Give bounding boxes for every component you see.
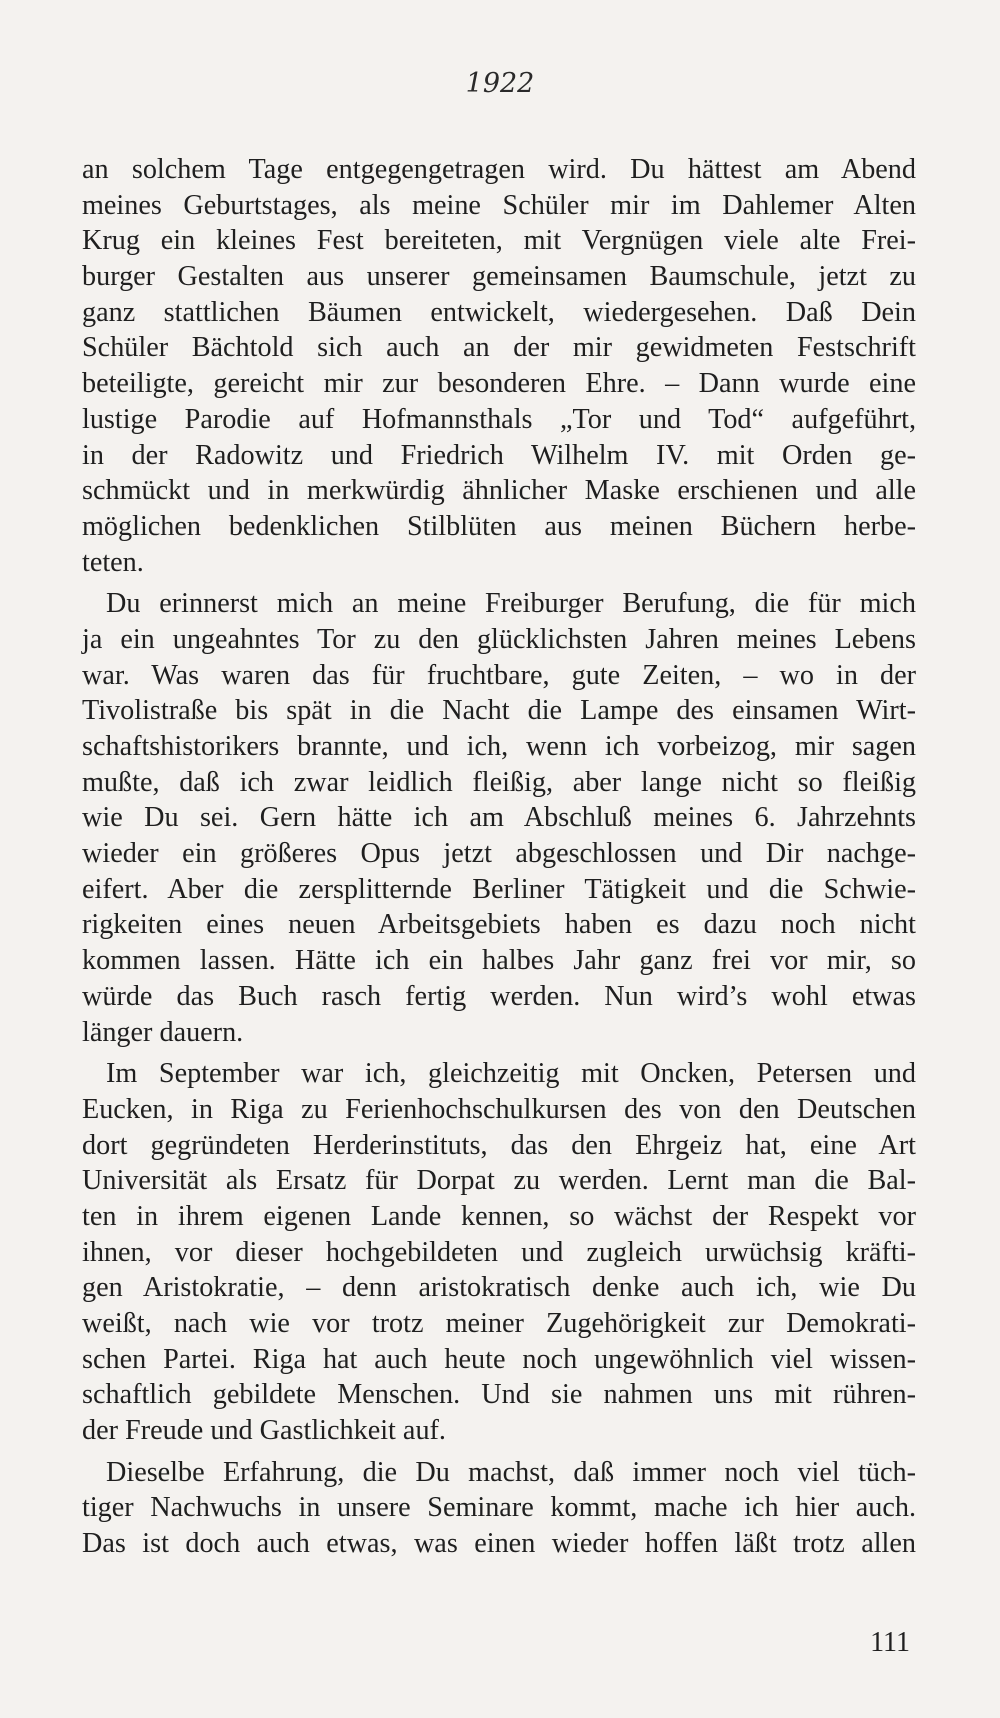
text-line: mußte, daß ich zwar leidlich fleißig, aber lange nicht so fleißig (82, 766, 916, 798)
text-line: an solchem Tage entgegengetragen wird. Du hättest am Abend (82, 154, 916, 185)
text-line: Tivolistraße bis spät in die Nacht die Lampe des einsamen Wirt- (82, 695, 916, 727)
text-line: länger dauern. (82, 1016, 244, 1048)
paragraph (82, 586, 916, 1050)
text-line: schaftlich gebildete Menschen. Und sie nahmen uns mit rühren- (82, 1379, 916, 1411)
text-line: rigkeiten eines neuen Arbeitsgebiets haben es dazu noch nicht (82, 909, 916, 941)
text-line: wieder ein größeres Opus jetzt abgeschlossen und Dir nachge- (82, 838, 916, 870)
text-line: möglichen bedenklichen Stilblüten aus meinen Büchern herbe- (82, 510, 916, 542)
text-line: Du erinnerst mich an meine Freiburger Berufung, die für mich (106, 588, 916, 620)
text-line: Schüler Bächtold sich auch an der mir gewidmeten Festschrift (82, 332, 916, 364)
text-line: war. Was waren das für fruchtbare, gute Zeiten, – wo in der (82, 659, 916, 691)
text-line: schmückt und in merkwürdig ähnlicher Maske erschienen und alle (82, 475, 916, 507)
text-line: ihnen, vor dieser hochgebildeten und zugleich urwüchsig kräfti- (82, 1236, 916, 1268)
text-line: lustige Parodie auf Hofmannsthals „Tor und Tod“ aufgeführt, (82, 403, 916, 435)
text-line: teten. (82, 546, 144, 578)
text-line: kommen lassen. Hätte ich ein halbes Jahr ganz frei vor mir, so (82, 945, 916, 977)
text-line: dort gegründeten Herderinstituts, das den Ehrgeiz hat, eine Art (82, 1129, 916, 1161)
text-line: ganz stattlichen Bäumen entwickelt, wiedergesehen. Daß Dein (82, 296, 916, 328)
text-line: meines Geburtstages, als meine Schüler mir im Dahlemer Alten (82, 189, 916, 221)
text-line: wie Du sei. Gern hätte ich am Abschluß meines 6. Jahrzehnts (82, 802, 916, 834)
body-text (82, 152, 916, 1562)
text-line: burger Gestalten aus unserer gemeinsamen Baumschule, jetzt zu (82, 261, 916, 293)
text-line: beteiligte, gereicht mir zur besonderen Ehre. – Dann wurde eine (82, 368, 916, 400)
text-line: ten in ihrem eigenen Lande kennen, so wächst der Respekt vor (82, 1200, 916, 1232)
text-line: Krug ein kleines Fest bereiteten, mit Vergnügen viele alte Frei- (82, 225, 916, 257)
running-head-year: 1922 (465, 68, 535, 99)
text-line: Im September war ich, gleichzeitig mit Oncken, Petersen und (106, 1058, 916, 1090)
text-line: ja ein ungeahntes Tor zu den glücklichsten Jahren meines Lebens (82, 623, 916, 655)
text-line: in der Radowitz und Friedrich Wilhelm IV. mit Orden ge- (82, 439, 916, 471)
paragraph (82, 1056, 916, 1449)
text-line: Universität als Ersatz für Dorpat zu werden. Lernt man die Bal- (82, 1165, 916, 1197)
page-number: 111 (870, 1627, 910, 1658)
text-line: würde das Buch rasch fertig werden. Nun wird’s wohl etwas (82, 980, 916, 1012)
paragraph (82, 1455, 916, 1562)
text-line: gen Aristokratie, – denn aristokratisch denke auch ich, wie Du (82, 1272, 916, 1304)
text-line: Dieselbe Erfahrung, die Du machst, daß immer noch viel tüch- (106, 1456, 916, 1488)
text-line: schaftshistorikers brannte, und ich, wenn ich vorbeizog, mir sagen (82, 731, 916, 762)
text-line: Eucken, in Riga zu Ferienhochschulkursen des von den Deutschen (82, 1093, 916, 1125)
paragraph (82, 152, 916, 580)
text-line: tiger Nachwuchs in unsere Seminare kommt, mache ich hier auch. (82, 1492, 916, 1524)
text-line: der Freude und Gastlichkeit auf. (82, 1415, 446, 1447)
text-line: Das ist doch auch etwas, was einen wieder hoffen läßt trotz allen (82, 1528, 916, 1560)
text-line: eifert. Aber die zersplitternde Berliner Tätigkeit und die Schwie- (82, 873, 916, 905)
text-line: schen Partei. Riga hat auch heute noch ungewöhnlich viel wissen- (82, 1343, 916, 1375)
text-line: weißt, nach wie vor trotz meiner Zugehörigkeit zur Demokrati- (82, 1308, 916, 1339)
